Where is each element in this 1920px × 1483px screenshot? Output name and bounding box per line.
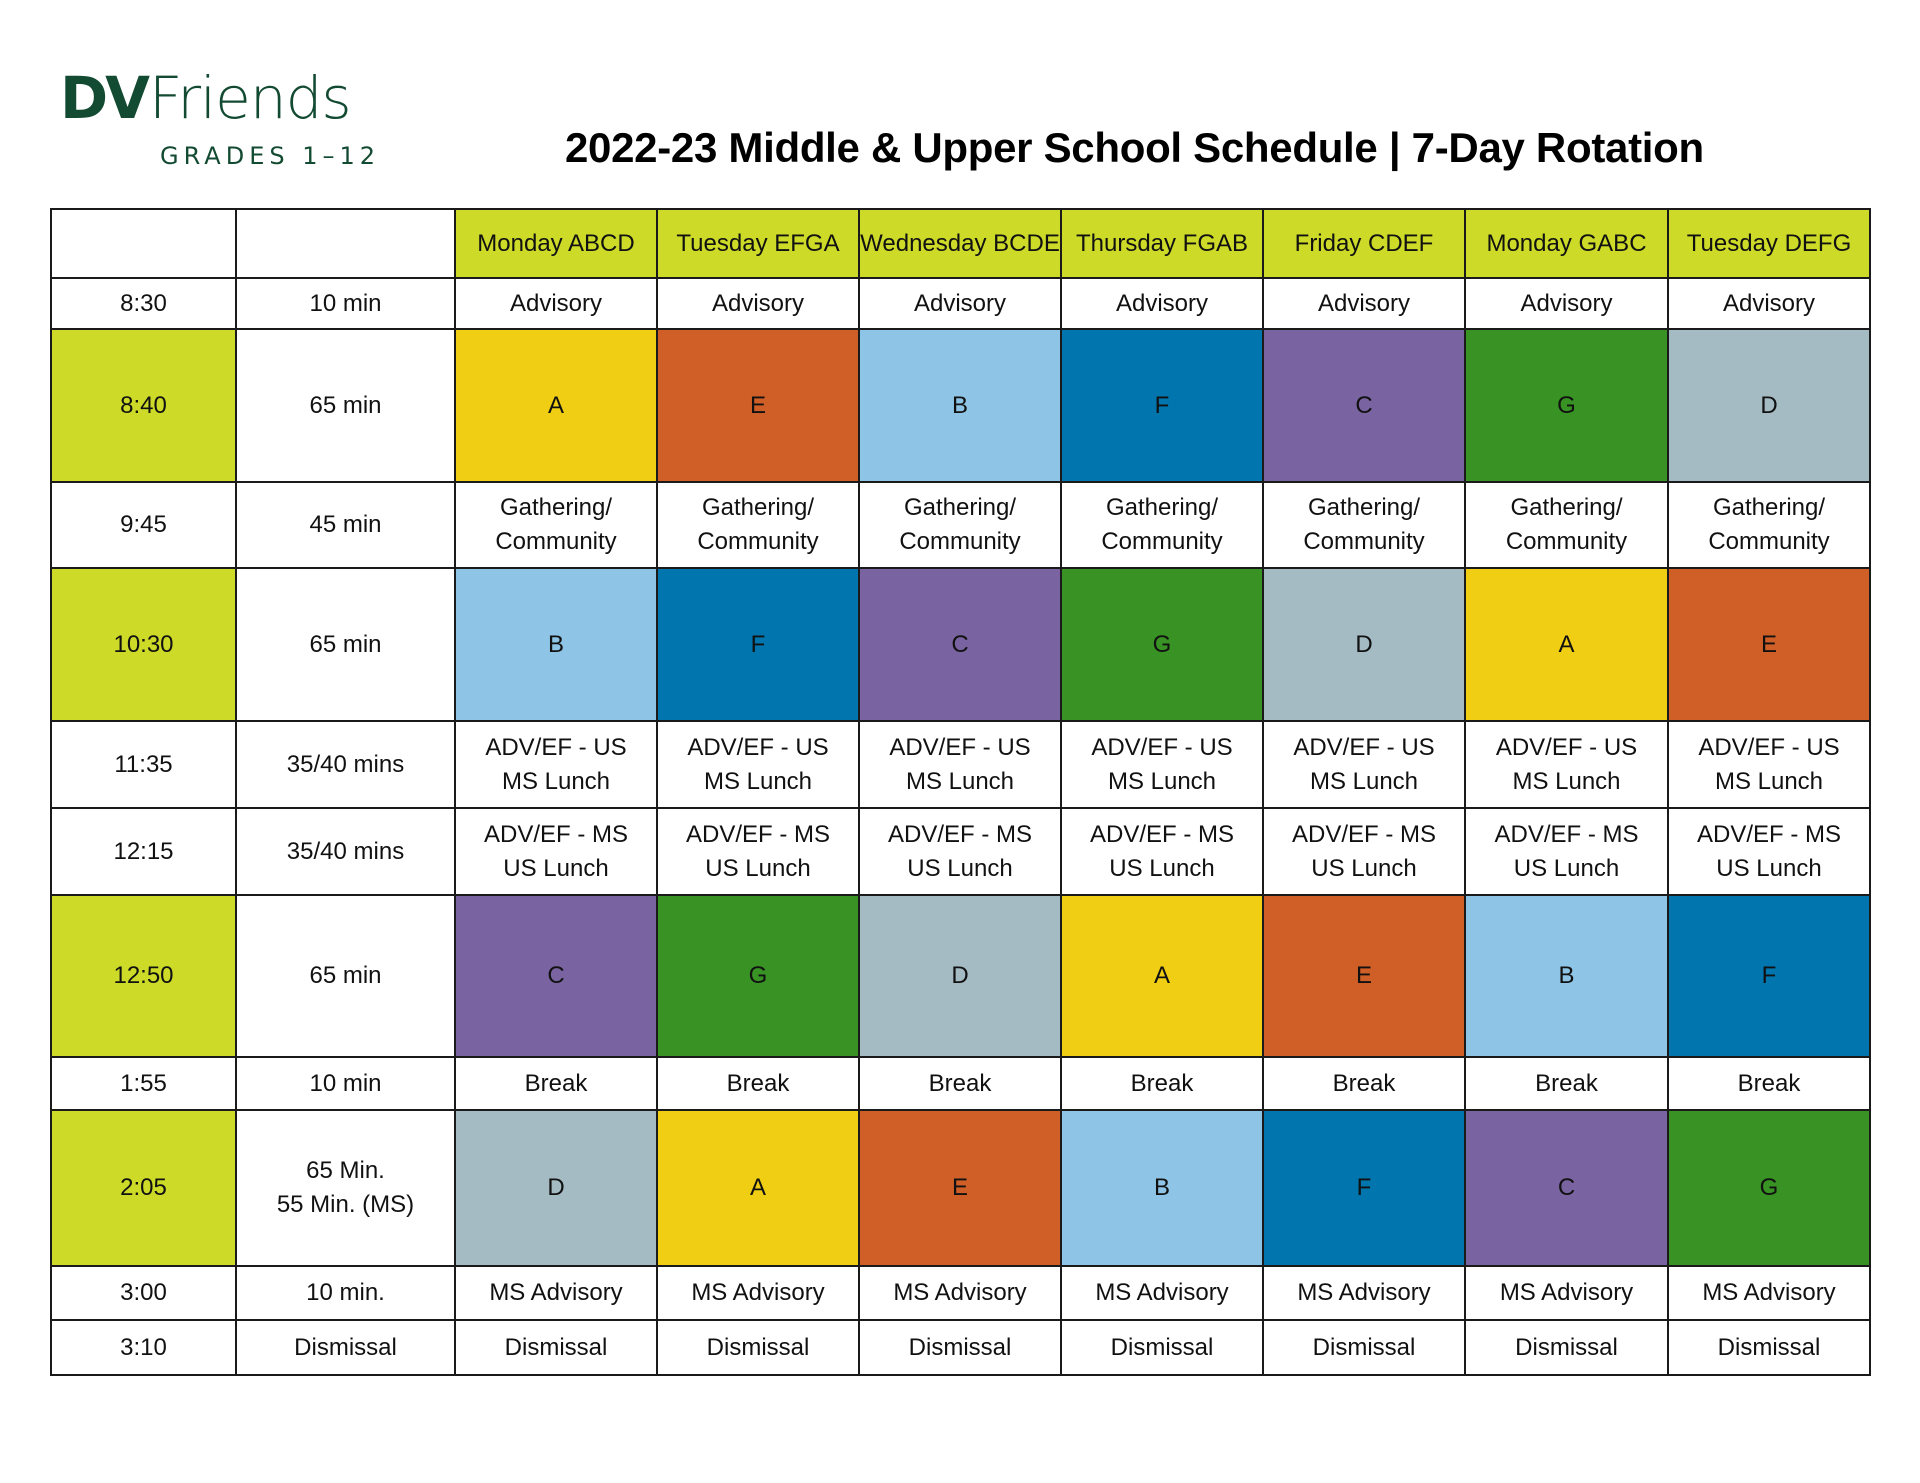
activity-cell bbox=[657, 1057, 859, 1110]
table-row bbox=[51, 1057, 1870, 1110]
activity-cell bbox=[1263, 1320, 1465, 1375]
activity-text: ADV/EF - MS bbox=[887, 820, 1032, 848]
table-row bbox=[51, 1266, 1870, 1320]
activity-text: Gathering/ bbox=[701, 494, 815, 521]
activity-cell bbox=[1465, 1320, 1668, 1375]
activity-text: MS Advisory bbox=[1499, 1279, 1634, 1306]
activity-text: Community bbox=[1101, 528, 1223, 555]
class-block-cell bbox=[859, 568, 1061, 721]
activity-text: US Lunch bbox=[1513, 854, 1620, 882]
activity-cell bbox=[1263, 1057, 1465, 1110]
activity-cell bbox=[1668, 721, 1870, 808]
block-letter: D bbox=[951, 962, 969, 989]
activity-cell bbox=[657, 721, 859, 808]
activity-text: Gathering/ bbox=[1307, 494, 1421, 521]
activity-cell bbox=[657, 1266, 859, 1320]
block-letter: A bbox=[1558, 630, 1575, 658]
block-letter: G bbox=[1152, 630, 1172, 658]
class-block-cell bbox=[455, 329, 657, 482]
table-row bbox=[51, 808, 1870, 895]
activity-cell bbox=[1465, 1266, 1668, 1320]
header-day-5: Friday CDEF bbox=[1263, 209, 1465, 278]
block-letter: D bbox=[1760, 391, 1778, 419]
block-letter: A bbox=[749, 1174, 766, 1201]
activity-cell bbox=[1263, 278, 1465, 329]
class-block-cell bbox=[657, 895, 859, 1057]
activity-text: MS Lunch bbox=[905, 767, 1015, 795]
activity-cell bbox=[1668, 482, 1870, 568]
time-cell: 12:50 bbox=[51, 895, 236, 1057]
header-day-4: Thursday FGAB bbox=[1061, 209, 1263, 278]
activity-text: ADV/EF - MS bbox=[1494, 820, 1639, 848]
activity-text: Gathering/ bbox=[1105, 494, 1219, 521]
activity-text: Gathering/ bbox=[903, 494, 1017, 521]
duration-text: 10 min bbox=[309, 289, 382, 317]
table-row bbox=[51, 895, 1870, 1057]
activity-cell bbox=[657, 482, 859, 568]
activity-text: MS Lunch bbox=[1309, 767, 1419, 795]
activity-cell bbox=[1061, 278, 1263, 329]
activity-cell bbox=[859, 721, 1061, 808]
time-cell: 11:35 bbox=[51, 721, 236, 808]
activity-cell bbox=[1061, 1266, 1263, 1320]
activity-cell bbox=[1668, 808, 1870, 895]
activity-text: Dismissal bbox=[1312, 1333, 1416, 1361]
activity-text: ADV/EF - US bbox=[687, 733, 829, 761]
activity-cell bbox=[1061, 1057, 1263, 1110]
activity-text: MS Advisory bbox=[489, 1279, 623, 1306]
block-letter: E bbox=[749, 391, 766, 419]
activity-text: ADV/EF - US bbox=[1091, 733, 1233, 761]
activity-text: Dismissal bbox=[1717, 1333, 1821, 1361]
duration-cell bbox=[236, 278, 455, 329]
activity-cell bbox=[657, 1320, 859, 1375]
activity-cell bbox=[455, 721, 657, 808]
time-cell: 3:00 bbox=[51, 1266, 236, 1320]
schedule-body bbox=[51, 209, 1870, 1375]
duration-text: 65 Min. bbox=[306, 1157, 385, 1184]
block-letter: D bbox=[547, 1174, 565, 1201]
block-letter: E bbox=[951, 1174, 968, 1201]
duration-cell bbox=[236, 1320, 455, 1375]
activity-cell bbox=[859, 278, 1061, 329]
activity-cell bbox=[859, 808, 1061, 895]
duration-text: 65 min bbox=[309, 962, 382, 989]
class-block-cell bbox=[1263, 895, 1465, 1057]
activity-text: Community bbox=[697, 528, 819, 555]
time-cell: 10:30 bbox=[51, 568, 236, 721]
class-block-cell bbox=[455, 1110, 657, 1266]
class-block-cell bbox=[1263, 568, 1465, 721]
activity-cell bbox=[1263, 808, 1465, 895]
activity-text: US Lunch bbox=[705, 854, 811, 882]
activity-cell bbox=[657, 808, 859, 895]
class-block-cell bbox=[1465, 1110, 1668, 1266]
class-block-cell bbox=[1263, 329, 1465, 482]
block-letter: C bbox=[951, 630, 969, 658]
logo-wordmark bbox=[60, 66, 351, 130]
table-row bbox=[51, 1110, 1870, 1266]
activity-text: Advisory bbox=[509, 289, 603, 317]
activity-cell bbox=[455, 1320, 657, 1375]
activity-text: Advisory bbox=[1722, 289, 1816, 317]
class-block-cell bbox=[1668, 895, 1870, 1057]
activity-text: Gathering/ bbox=[1510, 494, 1623, 521]
duration-text: 65 min bbox=[309, 391, 382, 419]
class-block-cell bbox=[1465, 329, 1668, 482]
activity-cell bbox=[1668, 1057, 1870, 1110]
block-letter: G bbox=[748, 962, 768, 989]
duration-text: 35/40 mins bbox=[286, 750, 405, 778]
activity-cell bbox=[1263, 1266, 1465, 1320]
activity-text: MS Lunch bbox=[1714, 767, 1824, 795]
activity-cell bbox=[1465, 482, 1668, 568]
class-block-cell bbox=[455, 568, 657, 721]
activity-text: Community bbox=[1708, 528, 1830, 555]
activity-cell bbox=[1061, 808, 1263, 895]
duration-text: Dismissal bbox=[294, 1333, 397, 1361]
header-day-2: Tuesday EFGA bbox=[657, 209, 859, 278]
activity-cell bbox=[1263, 482, 1465, 568]
activity-text: ADV/EF - US bbox=[1293, 733, 1435, 761]
activity-text: Break bbox=[726, 1069, 790, 1097]
activity-cell bbox=[859, 482, 1061, 568]
activity-text: US Lunch bbox=[907, 854, 1013, 882]
header-duration bbox=[236, 209, 455, 278]
block-letter: C bbox=[1355, 391, 1373, 419]
time-cell: 12:15 bbox=[51, 808, 236, 895]
activity-cell bbox=[1465, 278, 1668, 329]
activity-text: Dismissal bbox=[908, 1333, 1012, 1361]
activity-text: ADV/EF - MS bbox=[1089, 820, 1234, 848]
table-row bbox=[51, 329, 1870, 482]
activity-cell bbox=[1668, 278, 1870, 329]
class-block-cell bbox=[455, 895, 657, 1057]
activity-text: Dismissal bbox=[504, 1333, 608, 1361]
activity-cell bbox=[1263, 721, 1465, 808]
class-block-cell bbox=[1061, 1110, 1263, 1266]
activity-text: ADV/EF - MS bbox=[1696, 820, 1841, 848]
class-block-cell bbox=[1668, 329, 1870, 482]
duration-cell bbox=[236, 895, 455, 1057]
logo-subtitle: GRADES 1–12 bbox=[160, 142, 381, 170]
page-title: 2022-23 Middle & Upper School Schedule | 7-Day Rotation bbox=[565, 124, 1704, 171]
class-block-cell bbox=[1061, 568, 1263, 721]
class-block-cell bbox=[859, 329, 1061, 482]
activity-cell bbox=[657, 278, 859, 329]
activity-text: MS Lunch bbox=[703, 767, 813, 795]
activity-text: Community bbox=[1303, 528, 1425, 555]
table-row bbox=[51, 482, 1870, 568]
activity-text: Break bbox=[1332, 1069, 1396, 1097]
activity-text: ADV/EF - MS bbox=[1291, 820, 1436, 848]
activity-text: Dismissal bbox=[706, 1333, 810, 1361]
block-letter: B bbox=[1153, 1174, 1170, 1201]
activity-cell bbox=[455, 808, 657, 895]
activity-text: Gathering/ bbox=[1712, 494, 1826, 521]
activity-text: Community bbox=[899, 528, 1021, 555]
activity-text: Advisory bbox=[711, 289, 805, 317]
activity-text: Community bbox=[1505, 528, 1628, 555]
block-letter: F bbox=[750, 630, 766, 658]
activity-cell bbox=[1061, 1320, 1263, 1375]
activity-text: ADV/EF - MS bbox=[483, 820, 628, 848]
class-block-cell bbox=[1668, 1110, 1870, 1266]
activity-cell bbox=[859, 1266, 1061, 1320]
activity-cell bbox=[1465, 721, 1668, 808]
time-cell: 1:55 bbox=[51, 1057, 236, 1110]
activity-text: ADV/EF - US bbox=[1698, 733, 1840, 761]
block-letter: F bbox=[1356, 1174, 1372, 1201]
block-letter: B bbox=[951, 391, 968, 419]
activity-text: MS Advisory bbox=[1297, 1279, 1431, 1306]
activity-text: Break bbox=[1130, 1069, 1194, 1097]
duration-cell bbox=[236, 1057, 455, 1110]
header-day-7: Tuesday DEFG bbox=[1668, 209, 1870, 278]
block-letter: B bbox=[547, 630, 564, 658]
class-block-cell bbox=[1061, 329, 1263, 482]
duration-text: 10 min bbox=[309, 1069, 382, 1097]
table-row bbox=[51, 278, 1870, 329]
table-row bbox=[51, 568, 1870, 721]
time-cell: 8:30 bbox=[51, 278, 236, 329]
duration-cell bbox=[236, 808, 455, 895]
activity-text: Break bbox=[928, 1069, 992, 1097]
activity-text: MS Advisory bbox=[1095, 1279, 1229, 1306]
activity-cell bbox=[455, 1057, 657, 1110]
header-day-1: Monday ABCD bbox=[455, 209, 657, 278]
activity-text: Community bbox=[495, 528, 617, 555]
activity-text: MS Lunch bbox=[501, 767, 611, 795]
header-row bbox=[51, 209, 1870, 278]
duration-cell bbox=[236, 1266, 455, 1320]
class-block-cell bbox=[657, 568, 859, 721]
activity-text: Advisory bbox=[1520, 289, 1613, 317]
header-day-3: Wednesday BCDE bbox=[859, 209, 1061, 278]
block-letter: D bbox=[1355, 630, 1373, 658]
activity-cell bbox=[1668, 1320, 1870, 1375]
duration-text: 45 min bbox=[309, 511, 382, 538]
activity-cell bbox=[1668, 1266, 1870, 1320]
activity-cell bbox=[1061, 482, 1263, 568]
class-block-cell bbox=[657, 329, 859, 482]
logo-dv: DV bbox=[60, 64, 148, 132]
class-block-cell bbox=[859, 895, 1061, 1057]
time-cell: 3:10 bbox=[51, 1320, 236, 1375]
activity-cell bbox=[859, 1320, 1061, 1375]
block-letter: B bbox=[1558, 962, 1575, 989]
activity-text: US Lunch bbox=[1311, 854, 1417, 882]
class-block-cell bbox=[1465, 895, 1668, 1057]
activity-text: MS Advisory bbox=[893, 1279, 1027, 1306]
block-letter: A bbox=[547, 391, 564, 419]
activity-cell bbox=[859, 1057, 1061, 1110]
header-time bbox=[51, 209, 236, 278]
block-letter: E bbox=[1760, 630, 1777, 658]
activity-text: Advisory bbox=[913, 289, 1007, 317]
school-logo bbox=[60, 64, 381, 170]
activity-text: MS Lunch bbox=[1107, 767, 1217, 795]
activity-cell bbox=[1465, 1057, 1668, 1110]
class-block-cell bbox=[859, 1110, 1061, 1266]
class-block-cell bbox=[1263, 1110, 1465, 1266]
block-letter: F bbox=[1761, 962, 1777, 989]
block-letter: A bbox=[1153, 962, 1170, 989]
duration-cell bbox=[236, 721, 455, 808]
time-cell: 2:05 bbox=[51, 1110, 236, 1266]
table-row bbox=[51, 721, 1870, 808]
class-block-cell bbox=[1061, 895, 1263, 1057]
block-letter: C bbox=[1557, 1174, 1576, 1201]
block-letter: C bbox=[547, 962, 565, 989]
activity-text: Dismissal bbox=[1515, 1333, 1618, 1361]
duration-text: 65 min bbox=[309, 630, 382, 658]
activity-cell bbox=[1061, 721, 1263, 808]
duration-cell bbox=[236, 329, 455, 482]
time-cell: 8:40 bbox=[51, 329, 236, 482]
time-cell: 9:45 bbox=[51, 482, 236, 568]
activity-text: ADV/EF - MS bbox=[685, 820, 830, 848]
block-letter: G bbox=[1759, 1174, 1779, 1201]
activity-cell bbox=[455, 482, 657, 568]
class-block-cell bbox=[657, 1110, 859, 1266]
activity-text: MS Lunch bbox=[1512, 767, 1621, 795]
activity-text: ADV/EF - US bbox=[485, 733, 627, 761]
activity-text: US Lunch bbox=[1716, 854, 1822, 882]
activity-text: MS Advisory bbox=[1702, 1279, 1836, 1306]
block-letter: F bbox=[1154, 391, 1170, 419]
activity-cell bbox=[1465, 808, 1668, 895]
activity-text: Gathering/ bbox=[499, 494, 613, 521]
block-letter: E bbox=[1355, 962, 1372, 989]
header-day-6: Monday GABC bbox=[1465, 209, 1668, 278]
activity-cell bbox=[455, 1266, 657, 1320]
class-block-cell bbox=[1465, 568, 1668, 721]
activity-text: ADV/EF - US bbox=[889, 733, 1031, 761]
activity-text: MS Advisory bbox=[691, 1279, 825, 1306]
activity-text: US Lunch bbox=[503, 854, 609, 882]
duration-cell bbox=[236, 482, 455, 568]
activity-text: Advisory bbox=[1317, 289, 1411, 317]
activity-text: Dismissal bbox=[1110, 1333, 1214, 1361]
activity-text: Break bbox=[1535, 1069, 1598, 1097]
duration-cell bbox=[236, 1110, 455, 1266]
duration-text: 55 Min. (MS) bbox=[276, 1191, 415, 1218]
duration-text: 10 min. bbox=[306, 1279, 385, 1306]
activity-text: Break bbox=[1737, 1069, 1801, 1097]
activity-text: US Lunch bbox=[1109, 854, 1215, 882]
duration-cell bbox=[236, 568, 455, 721]
block-letter: G bbox=[1557, 391, 1576, 419]
activity-text: Break bbox=[524, 1069, 588, 1097]
class-block-cell bbox=[1668, 568, 1870, 721]
duration-text: 35/40 mins bbox=[286, 837, 405, 865]
table-row bbox=[51, 1320, 1870, 1375]
activity-text: ADV/EF - US bbox=[1495, 733, 1638, 761]
logo-friends: Friends bbox=[149, 64, 351, 132]
activity-cell bbox=[455, 278, 657, 329]
activity-text: Advisory bbox=[1115, 289, 1209, 317]
schedule-table bbox=[50, 208, 1871, 1376]
